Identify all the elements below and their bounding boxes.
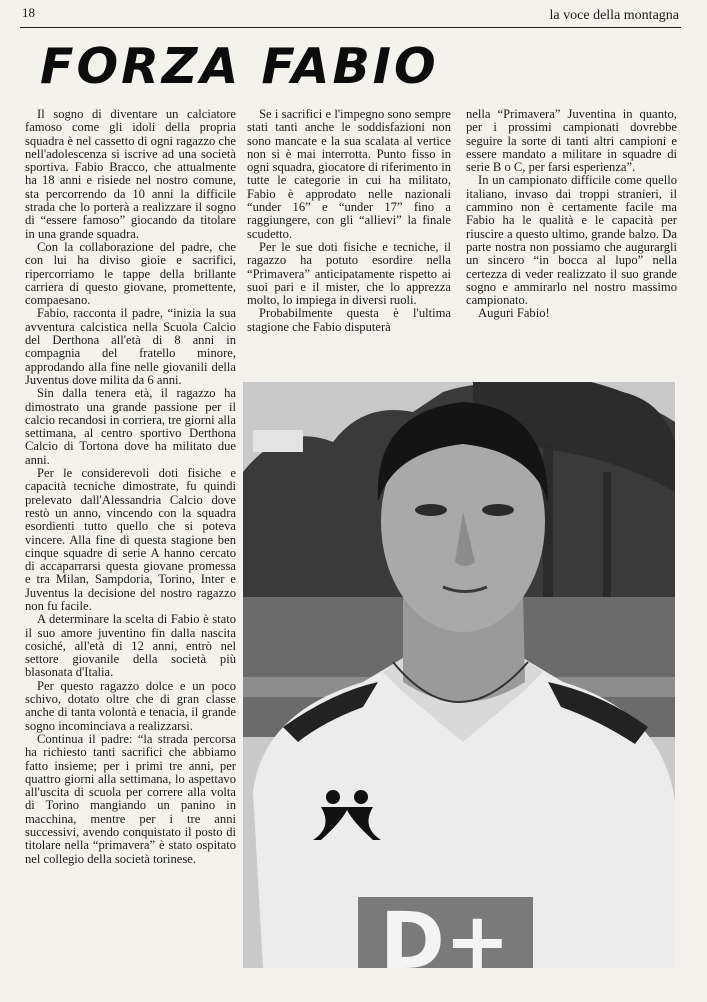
paragraph: Continua il padre: “la strada percorsa ha richiesto tanti sacrifici che abbiamo fatto insieme; per i primi tre anni, per quattro giorni alla settimana, lo aspettavo all'uscita di scuola per correre alla volta di Torino mangiando un panino in macchina, mentre per i tre anni successivi, avendo conquistato il posto di titolare nella “primavera” è stato ospitato nel collegio della società torinese. [25, 731, 236, 866]
page-number: 18 [22, 5, 35, 20]
player-eye [482, 504, 514, 516]
paragraph: Il sogno di diventare un calciatore famoso come gli idoli della propria squadra è nel cassetto di ogni ragazzo che nell'adolescenza si iscrive ad una società sportiva. Fabio Bracco, che attualmente ha 18 anni e risiede nel nostro comune, sta percorrendo da 10 anni la difficile strada che lo porterà a realizzare il sogno di “essere famoso” giocando da titolare in una grande squadra. [25, 107, 236, 241]
paragraph: nella “Primavera” Juventina in quanto, per i prossimi campionati dovrebbe seguire la sorte di tanti altri campioni e essere mandato a militare in squadre di serie B o C, per farsi esperienza”. [466, 107, 677, 175]
paragraph: Per questo ragazzo dolce e un poco schivo, dotato oltre che di gran classe anche di tanta volontà e tenacia, il grande sogno incominciava a realizzarsi. [25, 678, 236, 733]
player-photo [243, 382, 675, 968]
article-column-2 [247, 108, 451, 334]
paragraph: Probabilmente questa è l'ultima stagione che Fabio disputerà [247, 306, 451, 334]
article-column-1 [25, 108, 236, 866]
paragraph: Fabio, racconta il padre, “inizia la sua avventura calcistica nella Scuola Calcio del Derthona all'età di 8 anni in compagnia del fratello minore, approdando alla fine nelle giovanili della Juventus dove milita da 6 anni. [25, 306, 236, 387]
paragraph: In un campionato difficile come quello italiano, invaso dai troppi stranieri, il cammino non è certamente facile ma Fabio ha le qualità e le capacità per riuscire a questo ultimo, grande balzo. Da parte nostra non possiamo che augurargli un sincero “in bocca al lupo” nella certezza di veder realizzato il suo grande sogno e ammirarlo nel nostro massimo campionato. [466, 173, 677, 308]
article-headline: FORZA FABIO [40, 38, 439, 95]
closing-greeting: Auguri Fabio! [478, 306, 550, 321]
paragraph: A determinare la scelta di Fabio è stato il suo amore juventino fin dalla nascita cosiché, all'età di 12 anni, entrò nel settore giovanile della società più blasonata d'Italia. [25, 612, 236, 680]
paragraph: Se i sacrifici e l'impegno sono sempre stati tanti anche le soddisfazioni non sono mancate e la sua scalata al vertice non si è mai interrotta. Punto fisso in ogni squadra, giocatore di riferimento in tutte le categorie in cui ha militato, Fabio è approdato nelle nazionali “under 16” e “under 17” fino a raggiungere, con gli “allievi” la finale scudetto. [247, 107, 451, 241]
publication-name: la voce della montagna [549, 8, 679, 23]
photo-sign [253, 430, 303, 452]
header-rule [20, 27, 681, 28]
paragraph: Per le sue doti fisiche e tecniche, il ragazzo ha potuto esordire nella “Primavera” anticipatamente rispetto ai suoi pari e il mister, che lo apprezza molto, lo impiega in diversi ruoli. [247, 239, 451, 308]
paragraph: Sin dalla tenera età, il ragazzo ha dimostrato una grande passione per il calcio recandosi in corriera, tre giorni alla settimana, al centro sportivo Derthona Calcio di Tortona dove ha militato due anni. [25, 386, 236, 467]
jersey-sponsor: D+ [379, 897, 511, 968]
paragraph: Con la collaborazione del padre, che con lui ha diviso gioie e sacrifici, ripercorriamo le tappe della brillante carriera di questo giovane, promettente, compaesano. [25, 239, 236, 308]
player-eye [415, 504, 447, 516]
paragraph: Per le considerevoli doti fisiche e capacità tecniche dimostrate, fu quindi prelevato dall'Alessandria Calcio dove restò un anno, vincendo con la squadra esordienti tutto quello che si poteva vincere. Alla fine di questa stagione ben cinque squadre di serie A hanno cercato di accaparrarsi questa giovane promessa e tra Milan, Sampdoria, Torino, Inter e Juventus la decisione del nostro ragazzo non fu facile. [25, 466, 236, 613]
article-column-3 [466, 108, 677, 321]
